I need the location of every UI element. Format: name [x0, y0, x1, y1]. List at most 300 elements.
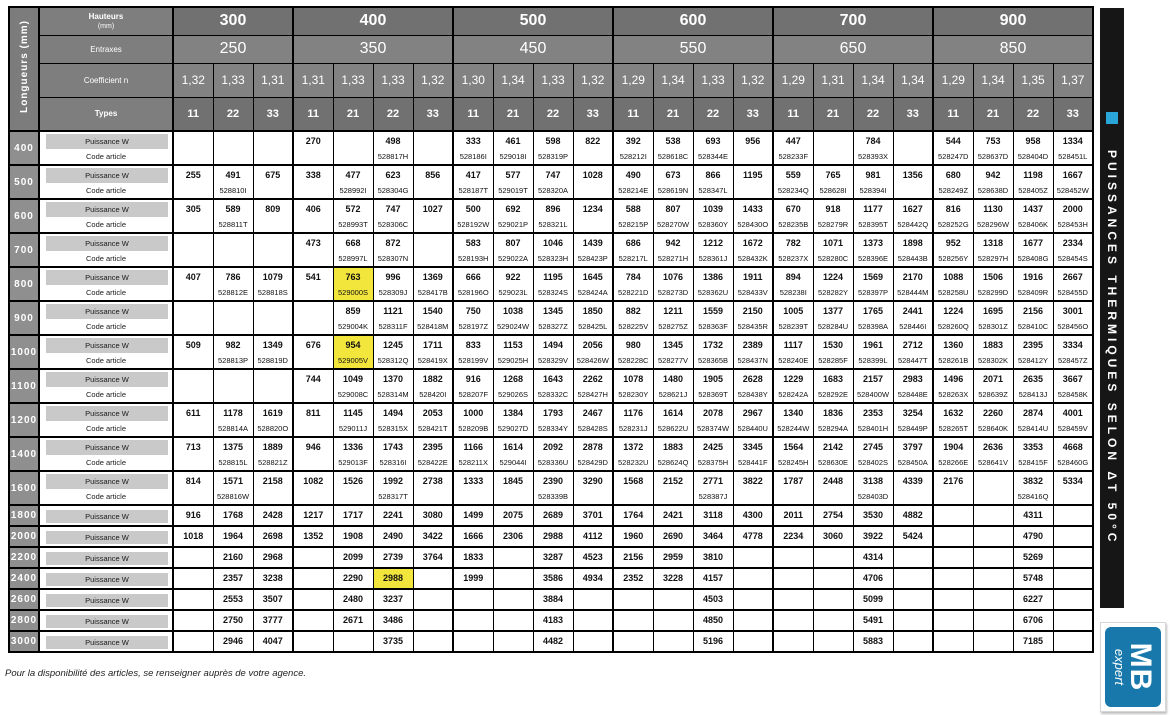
- data-cell: 4183: [533, 610, 573, 631]
- data-cell: 5883: [853, 631, 893, 652]
- longueur-cell: 3000: [9, 631, 39, 652]
- data-cell: 2490: [373, 526, 413, 547]
- coefficient-cell: 1,32: [733, 63, 773, 97]
- data-cell: 598 528319P: [533, 131, 573, 165]
- data-cell: 541: [293, 267, 333, 301]
- data-cell: 2988: [533, 526, 573, 547]
- data-cell: 3118: [693, 505, 733, 526]
- data-cell: 588 528215P: [613, 199, 653, 233]
- data-cell: 952 528256Y: [933, 233, 973, 267]
- table-row: [9, 568, 1093, 589]
- data-cell: 2352: [613, 568, 653, 589]
- data-cell: 3507: [253, 589, 293, 610]
- data-cell: 255: [173, 165, 213, 199]
- data-cell: [933, 505, 973, 526]
- data-cell: [1053, 631, 1093, 652]
- longueur-cell: 500: [9, 165, 39, 199]
- puissance-label: Puissance W: [46, 406, 168, 421]
- data-cell: 3138 528403D: [853, 471, 893, 505]
- data-cell: 2967 528440U: [733, 403, 773, 437]
- data-cell: 4503: [693, 589, 733, 610]
- data-cell: 1049 529008C: [333, 369, 373, 403]
- data-cell: 872 528307N: [373, 233, 413, 267]
- longueur-cell: 400: [9, 131, 39, 165]
- data-cell: 5334: [1053, 471, 1093, 505]
- data-cell: 270: [293, 131, 333, 165]
- row-label: [39, 437, 173, 471]
- data-cell: 2357: [213, 568, 253, 589]
- type-header: 11: [293, 97, 333, 131]
- data-cell: 2156: [613, 547, 653, 568]
- row-label: [39, 471, 173, 505]
- data-cell: 490 528214E: [613, 165, 653, 199]
- data-cell: 3701: [573, 505, 613, 526]
- data-cell: 3764: [413, 547, 453, 568]
- data-cell: [453, 589, 493, 610]
- data-cell: [813, 568, 853, 589]
- mb-expert-logo: [1100, 622, 1166, 712]
- data-cell: 1667 528452W: [1053, 165, 1093, 199]
- type-header: 21: [813, 97, 853, 131]
- data-cell: 1964: [213, 526, 253, 547]
- data-cell: 2771 528387J: [693, 471, 733, 505]
- data-cell: 559 528234Q: [773, 165, 813, 199]
- data-cell: [973, 505, 1013, 526]
- longueur-cell: 700: [9, 233, 39, 267]
- data-cell: 1568: [613, 471, 653, 505]
- data-cell: [653, 610, 693, 631]
- puissance-label: Puissance W: [46, 573, 168, 586]
- data-cell: [1053, 505, 1093, 526]
- data-cell: 1027: [413, 199, 453, 233]
- data-cell: [413, 131, 453, 165]
- data-cell: 670 528235B: [773, 199, 813, 233]
- coefficient-cell: 1,33: [533, 63, 573, 97]
- data-cell: 1028: [573, 165, 613, 199]
- data-cell: 1195 528324S: [533, 267, 573, 301]
- data-cell: [773, 589, 813, 610]
- data-cell: 2738: [413, 471, 453, 505]
- data-cell: 1038 529024W: [493, 301, 533, 335]
- data-cell: 956: [733, 131, 773, 165]
- entraxe-header-450: 450: [453, 35, 613, 63]
- data-cell: [973, 589, 1013, 610]
- blue-square-icon: [1106, 112, 1118, 124]
- data-cell: [933, 526, 973, 547]
- hauteur-header-400: 400: [293, 7, 453, 35]
- data-cell: 922 529023L: [493, 267, 533, 301]
- data-cell: 822: [573, 131, 613, 165]
- data-cell: 1369 528417B: [413, 267, 453, 301]
- data-cell: 4790: [1013, 526, 1053, 547]
- data-cell: 538 528618C: [653, 131, 693, 165]
- corner-longueurs-label: Longueurs (mm): [9, 7, 39, 131]
- data-cell: 1627 528442Q: [893, 199, 933, 233]
- data-cell: 1000 528209B: [453, 403, 493, 437]
- puissance-label: Puissance W: [46, 202, 168, 217]
- data-cell: [893, 589, 933, 610]
- data-cell: 1340 528244W: [773, 403, 813, 437]
- data-cell: 1375 528815L: [213, 437, 253, 471]
- data-cell: 1916 528409R: [1013, 267, 1053, 301]
- coefficient-cell: 1,34: [853, 63, 893, 97]
- data-cell: 4850: [693, 610, 733, 631]
- data-cell: 1499: [453, 505, 493, 526]
- hauteur-header-300: 300: [173, 7, 293, 35]
- data-cell: [1053, 547, 1093, 568]
- data-cell: 1372 528232U: [613, 437, 653, 471]
- data-cell: 1439 528423P: [573, 233, 613, 267]
- data-cell: 1433 528430O: [733, 199, 773, 233]
- data-cell: 747 528320A: [533, 165, 573, 199]
- data-cell: 4668 528460G: [1053, 437, 1093, 471]
- data-cell: [933, 610, 973, 631]
- data-cell: [773, 547, 813, 568]
- data-cell: 833 528199V: [453, 335, 493, 369]
- data-cell: 1645 528424A: [573, 267, 613, 301]
- data-cell: 958 528404D: [1013, 131, 1053, 165]
- table-row: [9, 165, 1093, 199]
- data-cell: 2874 528414U: [1013, 403, 1053, 437]
- data-cell: 392 528212I: [613, 131, 653, 165]
- data-cell: [653, 631, 693, 652]
- data-cell: 982 528813P: [213, 335, 253, 369]
- row-label: [39, 547, 173, 568]
- longueur-cell: 2800: [9, 610, 39, 631]
- type-header: 22: [213, 97, 253, 131]
- data-cell: 686 528217L: [613, 233, 653, 267]
- data-cell: [493, 568, 533, 589]
- data-cell: 491 528810I: [213, 165, 253, 199]
- data-cell: 3822: [733, 471, 773, 505]
- data-cell: [253, 131, 293, 165]
- data-cell: 5196: [693, 631, 733, 652]
- data-cell: 1494 528315X: [373, 403, 413, 437]
- data-cell: 1360 528261B: [933, 335, 973, 369]
- coefficient-cell: 1,34: [973, 63, 1013, 97]
- table-row: [9, 610, 1093, 631]
- data-cell: 1732 528365B: [693, 335, 733, 369]
- data-cell: [973, 610, 1013, 631]
- data-cell: 1496 528263X: [933, 369, 973, 403]
- data-cell: [893, 547, 933, 568]
- row-label: [39, 301, 173, 335]
- puissance-label: Puissance W: [46, 594, 168, 607]
- data-cell: [173, 610, 213, 631]
- data-cell: 2334 528454S: [1053, 233, 1093, 267]
- data-cell: 1005 528239T: [773, 301, 813, 335]
- puissance-label: Puissance W: [46, 338, 168, 353]
- data-cell: [173, 568, 213, 589]
- data-cell: 916 528207F: [453, 369, 493, 403]
- data-cell: 447 528233F: [773, 131, 813, 165]
- data-cell: [733, 631, 773, 652]
- data-cell: 498 528817H: [373, 131, 413, 165]
- type-header: 21: [973, 97, 1013, 131]
- data-cell: 3237: [373, 589, 413, 610]
- table-row: [9, 199, 1093, 233]
- header-label-types: Types: [39, 97, 173, 131]
- coefficient-cell: 1,29: [613, 63, 653, 97]
- data-cell: 676: [293, 335, 333, 369]
- data-cell: 1764: [613, 505, 653, 526]
- data-cell: 2000 528453H: [1053, 199, 1093, 233]
- data-cell: [933, 547, 973, 568]
- data-cell: 1672 528432K: [733, 233, 773, 267]
- data-cell: [893, 631, 933, 652]
- data-cell: 693 528344E: [693, 131, 733, 165]
- entraxe-header-550: 550: [613, 35, 773, 63]
- data-cell: 1377 528284U: [813, 301, 853, 335]
- data-cell: 4001 528459V: [1053, 403, 1093, 437]
- data-cell: 3777: [253, 610, 293, 631]
- data-cell: 5748: [1013, 568, 1053, 589]
- data-cell: 859 529004K: [333, 301, 373, 335]
- data-cell: 2988: [373, 568, 413, 589]
- data-cell: 666 528196O: [453, 267, 493, 301]
- data-cell: [213, 301, 253, 335]
- hauteur-header-500: 500: [453, 7, 613, 35]
- data-cell: [493, 547, 533, 568]
- data-cell: 572 528993T: [333, 199, 373, 233]
- data-cell: 2071 528639Z: [973, 369, 1013, 403]
- data-cell: 1898 528443B: [893, 233, 933, 267]
- data-cell: 680 528249Z: [933, 165, 973, 199]
- data-cell: [573, 631, 613, 652]
- type-header: 21: [333, 97, 373, 131]
- data-cell: 2635 528413J: [1013, 369, 1053, 403]
- data-cell: 2480: [333, 589, 373, 610]
- coefficient-cell: 1,32: [413, 63, 453, 97]
- longueur-cell: 1000: [9, 335, 39, 369]
- data-cell: 814: [173, 471, 213, 505]
- data-cell: 4157: [693, 568, 733, 589]
- data-cell: 4882: [893, 505, 933, 526]
- data-cell: 417 528187T: [453, 165, 493, 199]
- data-cell: 406: [293, 199, 333, 233]
- data-cell: 5269: [1013, 547, 1053, 568]
- data-cell: 2152: [653, 471, 693, 505]
- data-cell: 3667 528458K: [1053, 369, 1093, 403]
- data-cell: 2075: [493, 505, 533, 526]
- data-cell: 894 528238I: [773, 267, 813, 301]
- data-cell: [213, 131, 253, 165]
- header-label-coefficient: Coefficient n: [39, 63, 173, 97]
- data-cell: 6227: [1013, 589, 1053, 610]
- data-cell: 3832 528416Q: [1013, 471, 1053, 505]
- row-label: [39, 199, 173, 233]
- data-cell: 2636 528641V: [973, 437, 1013, 471]
- data-cell: 1345 528327Z: [533, 301, 573, 335]
- row-label: [39, 165, 173, 199]
- row-label: [39, 131, 173, 165]
- longueur-cell: 1600: [9, 471, 39, 505]
- data-cell: 2260 528640K: [973, 403, 1013, 437]
- data-cell: [813, 631, 853, 652]
- table-row: [9, 526, 1093, 547]
- data-cell: 2157 528400W: [853, 369, 893, 403]
- data-cell: 3001 528456O: [1053, 301, 1093, 335]
- table-row: [9, 267, 1093, 301]
- code-article-label: Code article: [85, 219, 127, 229]
- type-header: 33: [893, 97, 933, 131]
- data-cell: 1793 528334Y: [533, 403, 573, 437]
- data-cell: 2395 528422E: [413, 437, 453, 471]
- data-cell: [773, 610, 813, 631]
- data-cell: [613, 610, 653, 631]
- header-label-hauteurs: Hauteurs (mm): [39, 7, 173, 35]
- data-cell: [1053, 526, 1093, 547]
- row-label: [39, 403, 173, 437]
- entraxe-header-850: 850: [933, 35, 1093, 63]
- data-cell: [213, 233, 253, 267]
- data-cell: 1373 528396E: [853, 233, 893, 267]
- data-cell: 1229 528242A: [773, 369, 813, 403]
- table-row: [9, 233, 1093, 267]
- data-cell: 1960: [613, 526, 653, 547]
- table-row: [9, 437, 1093, 471]
- data-cell: 2448: [813, 471, 853, 505]
- data-cell: 544 528247D: [933, 131, 973, 165]
- data-cell: [453, 631, 493, 652]
- data-cell: [893, 568, 933, 589]
- data-cell: 2628 528438Y: [733, 369, 773, 403]
- code-article-label: Code article: [85, 287, 127, 297]
- data-cell: [333, 131, 373, 165]
- data-cell: 333 528186I: [453, 131, 493, 165]
- data-cell: 4934: [573, 568, 613, 589]
- data-cell: 750 528197Z: [453, 301, 493, 335]
- data-cell: 675: [253, 165, 293, 199]
- data-cell: 981 528394I: [853, 165, 893, 199]
- data-cell: 1318 528297H: [973, 233, 1013, 267]
- data-cell: 1224 528282Y: [813, 267, 853, 301]
- logo-brand-text: MB: [1124, 642, 1157, 692]
- data-cell: 784 528221D: [613, 267, 653, 301]
- data-cell: [1053, 610, 1093, 631]
- data-cell: 2156 528410C: [1013, 301, 1053, 335]
- data-cell: 1711 528419X: [413, 335, 453, 369]
- data-cell: 1494 528329V: [533, 335, 573, 369]
- data-cell: 473: [293, 233, 333, 267]
- puissance-label: Puissance W: [46, 236, 168, 251]
- data-cell: 1850 528425L: [573, 301, 613, 335]
- data-cell: 2290: [333, 568, 373, 589]
- type-header: 22: [693, 97, 733, 131]
- longueur-cell: 2200: [9, 547, 39, 568]
- data-cell: 338: [293, 165, 333, 199]
- type-header: 21: [493, 97, 533, 131]
- data-cell: 882 528225V: [613, 301, 653, 335]
- data-cell: 2671: [333, 610, 373, 631]
- data-cell: 5424: [893, 526, 933, 547]
- data-cell: 1234: [573, 199, 613, 233]
- data-cell: [733, 547, 773, 568]
- data-cell: 7185: [1013, 631, 1053, 652]
- table-row: [9, 335, 1093, 369]
- row-label: [39, 568, 173, 589]
- data-cell: 1212 528361J: [693, 233, 733, 267]
- data-cell: 4311: [1013, 505, 1053, 526]
- data-cell: 1683 528292E: [813, 369, 853, 403]
- data-cell: 1717: [333, 505, 373, 526]
- coefficient-cell: 1,30: [453, 63, 493, 97]
- data-cell: 1079 528818S: [253, 267, 293, 301]
- data-cell: 763 529000S: [333, 267, 373, 301]
- data-cell: [413, 610, 453, 631]
- longueur-cell: 600: [9, 199, 39, 233]
- data-cell: 4300: [733, 505, 773, 526]
- row-label: [39, 233, 173, 267]
- data-cell: 2946: [213, 631, 253, 652]
- data-cell: 407: [173, 267, 213, 301]
- data-cell: 611: [173, 403, 213, 437]
- data-cell: 1480 528621J: [653, 369, 693, 403]
- coefficient-cell: 1,31: [253, 63, 293, 97]
- row-label: [39, 369, 173, 403]
- puissance-label: Puissance W: [46, 372, 168, 387]
- data-cell: 2092 528336U: [533, 437, 573, 471]
- data-cell: 3287: [533, 547, 573, 568]
- data-cell: [973, 471, 1013, 505]
- data-cell: 942 528638D: [973, 165, 1013, 199]
- puissance-label: Puissance W: [46, 510, 168, 523]
- data-cell: [933, 568, 973, 589]
- longueur-cell: 800: [9, 267, 39, 301]
- data-cell: [173, 131, 213, 165]
- data-cell: 1559 528363F: [693, 301, 733, 335]
- data-cell: 1345 528277V: [653, 335, 693, 369]
- data-cell: 5491: [853, 610, 893, 631]
- table-row: [9, 131, 1093, 165]
- data-cell: 1883 528624Q: [653, 437, 693, 471]
- data-cell: 784 528393X: [853, 131, 893, 165]
- data-cell: 2176: [933, 471, 973, 505]
- data-cell: 1908: [333, 526, 373, 547]
- data-cell: 1999: [453, 568, 493, 589]
- data-cell: 809: [253, 199, 293, 233]
- data-cell: 1992 528317T: [373, 471, 413, 505]
- data-cell: 2712 528447T: [893, 335, 933, 369]
- data-cell: 305: [173, 199, 213, 233]
- data-cell: 1018: [173, 526, 213, 547]
- data-cell: 896 528321L: [533, 199, 573, 233]
- data-cell: [1053, 589, 1093, 610]
- coefficient-cell: 1,33: [333, 63, 373, 97]
- data-cell: [253, 369, 293, 403]
- data-cell: 2754: [813, 505, 853, 526]
- data-cell: 1176 528231J: [613, 403, 653, 437]
- data-cell: 2698: [253, 526, 293, 547]
- data-cell: 2667 528455D: [1053, 267, 1093, 301]
- data-cell: 2690: [653, 526, 693, 547]
- row-label: [39, 335, 173, 369]
- data-cell: 980 528228C: [613, 335, 653, 369]
- row-label: [39, 631, 173, 652]
- longueur-cell: 2600: [9, 589, 39, 610]
- data-cell: 1352: [293, 526, 333, 547]
- type-header: 11: [453, 97, 493, 131]
- longueur-cell: 1400: [9, 437, 39, 471]
- longueur-cell: 2000: [9, 526, 39, 547]
- data-cell: [413, 589, 453, 610]
- data-cell: 1905 528369T: [693, 369, 733, 403]
- row-label: [39, 526, 173, 547]
- data-cell: 1787: [773, 471, 813, 505]
- longueur-cell: 1200: [9, 403, 39, 437]
- table-row: [9, 471, 1093, 505]
- data-cell: 1632 528265T: [933, 403, 973, 437]
